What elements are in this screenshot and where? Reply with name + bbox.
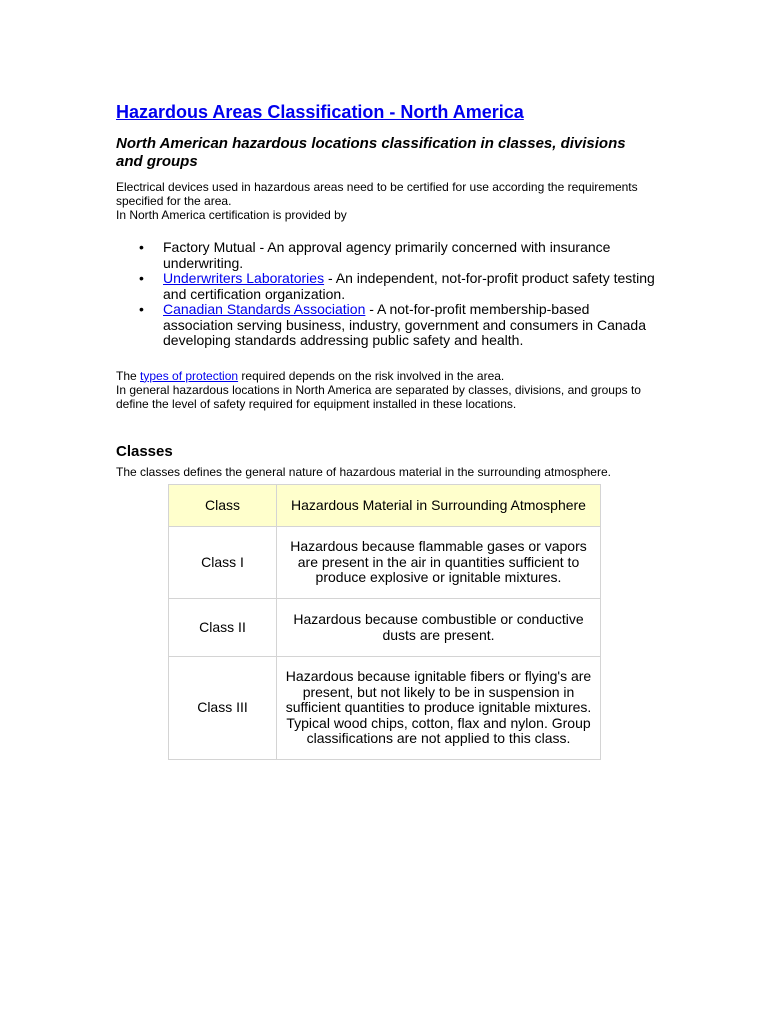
provider-name: Factory Mutual bbox=[163, 239, 256, 255]
class-cell: Class I bbox=[169, 527, 277, 599]
protection-line-2: In general hazardous locations in North America are separated by classes, divisions, and groups to define the level of safety required for equipment installed in these locations. bbox=[116, 382, 641, 411]
bullet-icon: • bbox=[139, 239, 144, 255]
bullet-icon: • bbox=[139, 301, 144, 317]
protection-prefix: The bbox=[116, 368, 141, 383]
provider-desc: - A not-for-profit membership-based association serving business, industry, government and consumers in Canada developing standards addressing public safety and health. bbox=[163, 301, 646, 348]
table-row bbox=[169, 599, 601, 657]
intro-line-2: In North America certification is provided by bbox=[116, 208, 347, 222]
table-header-material: Hazardous Material in Surrounding Atmosphere bbox=[277, 485, 601, 527]
types-of-protection-link[interactable]: types of protection bbox=[140, 368, 239, 383]
list-item bbox=[139, 239, 656, 271]
page-title-link[interactable]: Hazardous Areas Classification - North America bbox=[116, 102, 524, 122]
list-item bbox=[139, 270, 656, 302]
class-cell: Class III bbox=[169, 657, 277, 760]
list-item bbox=[139, 301, 656, 349]
provider-desc: - An independent, not-for-profit product safety testing and certification organization. bbox=[163, 270, 655, 302]
protection-suffix: required depends on the risk involved in the area. bbox=[238, 368, 505, 383]
underwriters-laboratories-link[interactable]: Underwriters Laboratories bbox=[163, 270, 325, 286]
class-cell: Class II bbox=[169, 599, 277, 657]
classes-description: The classes defines the general nature of hazardous material in the surrounding atmosphere. bbox=[116, 464, 611, 479]
table-row bbox=[169, 527, 601, 599]
intro-line-1: Electrical devices used in hazardous areas need to be certified for use according the requirements specified for the area. bbox=[116, 180, 638, 208]
material-cell: Hazardous because ignitable fibers or flying's are present, but not likely to be in suspension in sufficient quantities to produce ignitable mixtures. Typical wood chips, cotton, flax and nylon. Group classifications are not applied to this class. bbox=[277, 657, 601, 760]
table-header-class: Class bbox=[169, 485, 277, 527]
table-row bbox=[169, 657, 601, 760]
certification-providers-list bbox=[116, 240, 656, 349]
page-subtitle: North American hazardous locations classification in classes, divisions and groups bbox=[116, 135, 626, 170]
page-title bbox=[116, 100, 656, 124]
document-page bbox=[116, 100, 656, 479]
classes-table bbox=[168, 484, 601, 760]
intro-paragraph bbox=[116, 180, 656, 222]
material-cell: Hazardous because flammable gases or vapors are present in the air in quantities sufficient to produce explosive or ignitable mixtures. bbox=[277, 527, 601, 599]
table-header-row bbox=[169, 485, 601, 527]
classes-heading: Classes bbox=[116, 442, 173, 460]
material-cell: Hazardous because combustible or conductive dusts are present. bbox=[277, 599, 601, 657]
canadian-standards-association-link[interactable]: Canadian Standards Association bbox=[163, 301, 366, 317]
provider-desc: - An approval agency primarily concerned with insurance underwriting. bbox=[163, 239, 611, 271]
protection-paragraph bbox=[116, 369, 656, 411]
bullet-icon: • bbox=[139, 270, 144, 286]
